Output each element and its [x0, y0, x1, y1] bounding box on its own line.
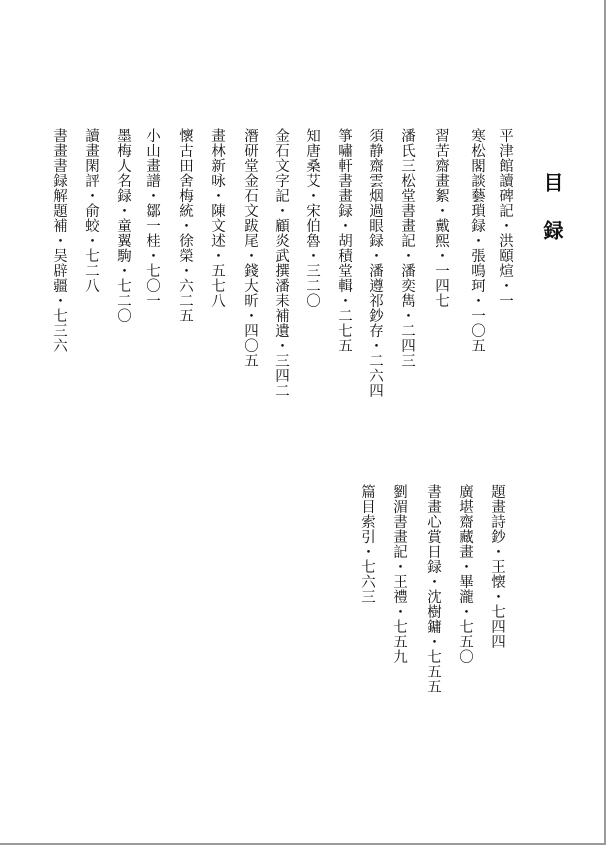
toc-entry: 書畫書録解題補・吴辟疆・七三六	[51, 128, 67, 353]
toc-entry: 金石文字記・顧炎武撰潘耒補遺・三四二	[273, 128, 289, 398]
toc-entry: 懷古田舍梅統・徐榮・六二五	[177, 128, 193, 323]
toc-entry: 書畫心賞日録・沈樹鏞・七五五	[425, 484, 441, 694]
toc-entry: 箏嘯軒書畫録・胡積堂輯・二七五	[336, 128, 352, 353]
page-title: 目録	[540, 172, 564, 268]
toc-entry: 潘氏三松堂書畫記・潘奕雋・二四三	[399, 128, 415, 368]
toc-entry: 廣堪齋藏畫・畢瀧・七五〇	[457, 484, 473, 664]
toc-entry: 墨梅人名録・童翼駒・七二〇	[115, 128, 131, 323]
toc-entry: 須静齋雲烟過眼録・潘遵祁鈔存・二六四	[367, 128, 383, 398]
toc-entry: 劉湄書畫記・王禮・七五九	[391, 484, 407, 664]
toc-entry: 小山畫譜・鄒一桂・七〇一	[144, 128, 160, 308]
toc-entry: 潛研堂金石文跋尾・錢大昕・四〇五	[242, 128, 258, 368]
toc-entry: 篇目索引・七六三	[359, 484, 375, 604]
toc-entry: 題畫詩鈔・王懐・七四四	[489, 484, 505, 649]
toc-entry: 寒松閣談藝瑣録・張鳴珂・一〇五	[469, 128, 485, 353]
toc-entry: 畫林新咏・陳文述・五七八	[209, 128, 225, 308]
toc-entry: 平津館讀碑記・洪頤煊・一	[497, 128, 513, 308]
toc-entry: 讀畫閑評・俞蛟・七二八	[83, 128, 99, 293]
toc-entry: 習苦齋畫絮・戴熙・一四七	[433, 128, 449, 308]
toc-entry: 知唐桑艾・宋伯魯・三二〇	[304, 128, 320, 308]
